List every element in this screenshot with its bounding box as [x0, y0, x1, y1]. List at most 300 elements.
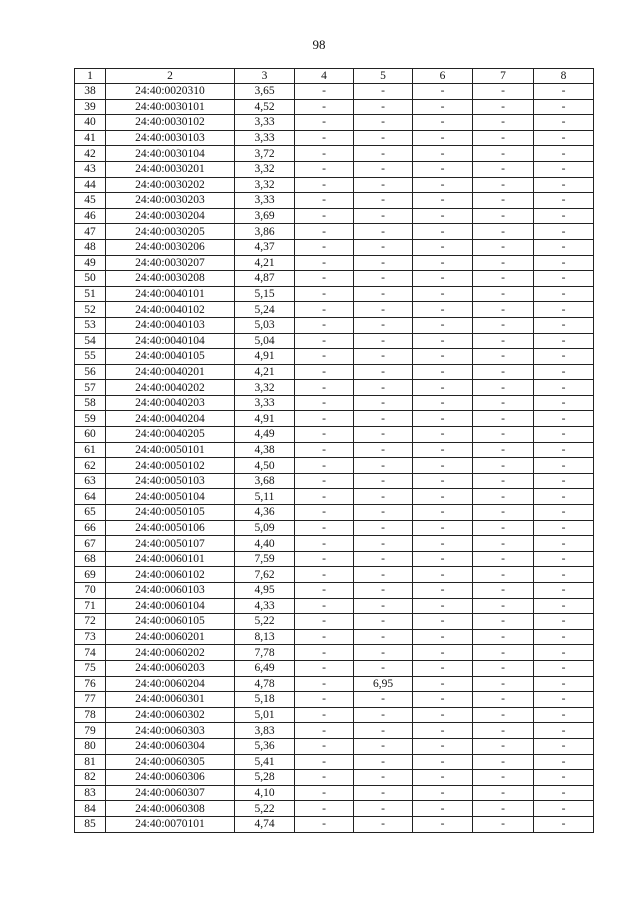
- table-cell: 78: [75, 707, 106, 723]
- table-cell: 5,22: [235, 614, 295, 630]
- table-cell: 63: [75, 473, 106, 489]
- table-row: [75, 505, 594, 521]
- table-cell: -: [295, 723, 354, 739]
- table-cell: -: [354, 317, 413, 333]
- table-cell: -: [354, 427, 413, 443]
- table-cell: 24:40:0050104: [106, 489, 235, 505]
- table-cell: -: [295, 208, 354, 224]
- table-cell: 3,32: [235, 380, 295, 396]
- table-cell: -: [473, 146, 534, 162]
- table-cell: 48: [75, 239, 106, 255]
- table-cell: -: [534, 583, 594, 599]
- table-cell: -: [295, 333, 354, 349]
- table-cell: -: [473, 785, 534, 801]
- table-cell: -: [295, 629, 354, 645]
- table-cell: 4,78: [235, 676, 295, 692]
- table-row: [75, 146, 594, 162]
- table-cell: -: [473, 473, 534, 489]
- table-cell: -: [354, 536, 413, 552]
- table-row: [75, 629, 594, 645]
- table-cell: -: [295, 255, 354, 271]
- table-row: [75, 660, 594, 676]
- table-cell: -: [534, 458, 594, 474]
- table-cell: -: [413, 364, 473, 380]
- table-row: [75, 333, 594, 349]
- table-cell: 59: [75, 411, 106, 427]
- table-cell: -: [534, 130, 594, 146]
- table-cell: -: [413, 551, 473, 567]
- table-cell: -: [413, 785, 473, 801]
- table-cell: 24:40:0060105: [106, 614, 235, 630]
- table-cell: -: [534, 286, 594, 302]
- table-cell: -: [413, 816, 473, 832]
- table-cell: -: [413, 99, 473, 115]
- table-cell: -: [413, 193, 473, 209]
- table-cell: -: [413, 349, 473, 365]
- table-cell: 81: [75, 754, 106, 770]
- table-cell: -: [354, 286, 413, 302]
- table-row: [75, 536, 594, 552]
- table-cell: 5,36: [235, 738, 295, 754]
- table-cell: 47: [75, 224, 106, 240]
- table-row: [75, 676, 594, 692]
- table-cell: 24:40:0060303: [106, 723, 235, 739]
- table-cell: 67: [75, 536, 106, 552]
- table-cell: -: [534, 801, 594, 817]
- table-cell: -: [413, 676, 473, 692]
- table-cell: 60: [75, 427, 106, 443]
- table-cell: 4,10: [235, 785, 295, 801]
- table-cell: -: [534, 380, 594, 396]
- table-cell: -: [473, 505, 534, 521]
- table-cell: 24:40:0030208: [106, 271, 235, 287]
- table-cell: -: [295, 317, 354, 333]
- table-cell: -: [295, 645, 354, 661]
- table-cell: -: [354, 255, 413, 271]
- table-cell: -: [534, 115, 594, 131]
- table-cell: 4,95: [235, 583, 295, 599]
- table-cell: 76: [75, 676, 106, 692]
- table-cell: -: [354, 660, 413, 676]
- table-cell: -: [534, 427, 594, 443]
- table-cell: 4,87: [235, 271, 295, 287]
- table-cell: -: [534, 505, 594, 521]
- table-row: [75, 239, 594, 255]
- table-cell: -: [534, 723, 594, 739]
- table-cell: 24:40:0060302: [106, 707, 235, 723]
- table-cell: 4,33: [235, 598, 295, 614]
- table-cell: -: [354, 349, 413, 365]
- table-cell: -: [295, 785, 354, 801]
- table-cell: -: [473, 754, 534, 770]
- table-cell: 84: [75, 801, 106, 817]
- table-cell: 24:40:0030202: [106, 177, 235, 193]
- table-cell: 6,49: [235, 660, 295, 676]
- table-cell: 8,13: [235, 629, 295, 645]
- table-cell: 4,49: [235, 427, 295, 443]
- table-cell: -: [295, 395, 354, 411]
- table-cell: -: [534, 520, 594, 536]
- table-cell: -: [354, 193, 413, 209]
- table-cell: -: [473, 551, 534, 567]
- table-cell: -: [354, 99, 413, 115]
- table-cell: -: [295, 99, 354, 115]
- table-cell: -: [473, 520, 534, 536]
- table-cell: -: [354, 224, 413, 240]
- table-cell: -: [295, 754, 354, 770]
- table-cell: 24:40:0060204: [106, 676, 235, 692]
- table-cell: -: [413, 520, 473, 536]
- table-row: [75, 130, 594, 146]
- table-cell: 24:40:0030103: [106, 130, 235, 146]
- table-cell: -: [473, 536, 534, 552]
- table-cell: -: [413, 505, 473, 521]
- table-row: [75, 271, 594, 287]
- table-cell: -: [295, 239, 354, 255]
- table-cell: -: [473, 567, 534, 583]
- table-row: [75, 473, 594, 489]
- table-cell: -: [534, 333, 594, 349]
- table-cell: -: [473, 193, 534, 209]
- table-cell: -: [295, 380, 354, 396]
- table-cell: -: [413, 567, 473, 583]
- table-cell: -: [473, 801, 534, 817]
- table-cell: 24:40:0060203: [106, 660, 235, 676]
- table-cell: -: [413, 411, 473, 427]
- table-cell: -: [295, 177, 354, 193]
- table-cell: -: [354, 614, 413, 630]
- table-cell: -: [295, 224, 354, 240]
- table-cell: 5,03: [235, 317, 295, 333]
- table-cell: 4,52: [235, 99, 295, 115]
- table-cell: 80: [75, 738, 106, 754]
- table-cell: 3,33: [235, 115, 295, 131]
- table-cell: -: [413, 161, 473, 177]
- table-row: [75, 738, 594, 754]
- table-cell: -: [534, 84, 594, 100]
- table-cell: -: [473, 286, 534, 302]
- table-cell: -: [354, 707, 413, 723]
- table-cell: -: [534, 614, 594, 630]
- table-cell: 3,33: [235, 130, 295, 146]
- table-cell: -: [354, 598, 413, 614]
- table-cell: -: [295, 193, 354, 209]
- table-row: [75, 520, 594, 536]
- table-cell: 73: [75, 629, 106, 645]
- table-cell: -: [473, 614, 534, 630]
- table-cell: -: [473, 177, 534, 193]
- table-cell: 43: [75, 161, 106, 177]
- table-cell: 51: [75, 286, 106, 302]
- table-cell: 56: [75, 364, 106, 380]
- table-cell: 5,01: [235, 707, 295, 723]
- table-cell: 24:40:0030102: [106, 115, 235, 131]
- table-cell: 85: [75, 816, 106, 832]
- table-row: [75, 302, 594, 318]
- table-cell: -: [473, 411, 534, 427]
- table-cell: 42: [75, 146, 106, 162]
- table-cell: -: [413, 224, 473, 240]
- table-cell: -: [534, 598, 594, 614]
- table-cell: 24:40:0030104: [106, 146, 235, 162]
- table-cell: -: [354, 770, 413, 786]
- table-row: [75, 255, 594, 271]
- table-cell: 24:40:0030204: [106, 208, 235, 224]
- table-cell: -: [354, 115, 413, 131]
- table-row: [75, 692, 594, 708]
- table-cell: -: [413, 239, 473, 255]
- table-cell: -: [295, 349, 354, 365]
- table-cell: 82: [75, 770, 106, 786]
- table-row: [75, 84, 594, 100]
- table-cell: -: [473, 427, 534, 443]
- table-cell: -: [354, 551, 413, 567]
- table-cell: -: [413, 738, 473, 754]
- page-number: 98: [312, 37, 326, 52]
- table-cell: 40: [75, 115, 106, 131]
- table-cell: -: [413, 427, 473, 443]
- table-cell: 24:40:0040101: [106, 286, 235, 302]
- table-cell: -: [354, 442, 413, 458]
- table-row: [75, 489, 594, 505]
- table-cell: 24:40:0030101: [106, 99, 235, 115]
- table-cell: -: [413, 302, 473, 318]
- table-cell: -: [534, 224, 594, 240]
- table-row: [75, 380, 594, 396]
- table-cell: -: [413, 801, 473, 817]
- table-cell: 24:40:0020310: [106, 84, 235, 100]
- table-cell: -: [534, 208, 594, 224]
- table-cell: -: [354, 738, 413, 754]
- table-cell: 24:40:0040203: [106, 395, 235, 411]
- table-row: [75, 754, 594, 770]
- table-cell: -: [354, 364, 413, 380]
- table-cell: -: [473, 660, 534, 676]
- table-cell: -: [413, 645, 473, 661]
- table-cell: 24:40:0040202: [106, 380, 235, 396]
- table-header-row: [75, 69, 594, 84]
- table-cell: 24:40:0060103: [106, 583, 235, 599]
- table-cell: -: [473, 255, 534, 271]
- table-cell: -: [534, 551, 594, 567]
- table-cell: 4,91: [235, 411, 295, 427]
- table-cell: 24:40:0050107: [106, 536, 235, 552]
- table-cell: -: [295, 801, 354, 817]
- table-cell: -: [354, 801, 413, 817]
- table-cell: -: [295, 707, 354, 723]
- table-cell: -: [413, 380, 473, 396]
- table-cell: -: [534, 738, 594, 754]
- table-cell: 50: [75, 271, 106, 287]
- table-cell: 4,40: [235, 536, 295, 552]
- table-cell: -: [354, 177, 413, 193]
- table-cell: 3,32: [235, 161, 295, 177]
- table-cell: -: [473, 489, 534, 505]
- table-cell: -: [534, 567, 594, 583]
- table-cell: -: [534, 395, 594, 411]
- table-cell: -: [413, 115, 473, 131]
- table-cell: -: [354, 271, 413, 287]
- table-cell: 24:40:0050101: [106, 442, 235, 458]
- table-cell: -: [295, 458, 354, 474]
- table-cell: -: [534, 442, 594, 458]
- table-row: [75, 567, 594, 583]
- table-cell: -: [413, 146, 473, 162]
- table-cell: -: [473, 395, 534, 411]
- table-cell: -: [295, 364, 354, 380]
- table-cell: 75: [75, 660, 106, 676]
- table-cell: -: [473, 208, 534, 224]
- table-cell: 24:40:0030207: [106, 255, 235, 271]
- column-header: 7: [473, 69, 534, 84]
- table-cell: 3,68: [235, 473, 295, 489]
- table-cell: 58: [75, 395, 106, 411]
- table-cell: 83: [75, 785, 106, 801]
- table-cell: 46: [75, 208, 106, 224]
- table-cell: 4,21: [235, 364, 295, 380]
- table-cell: 24:40:0060305: [106, 754, 235, 770]
- table-cell: 77: [75, 692, 106, 708]
- table-cell: 70: [75, 583, 106, 599]
- table-cell: 24:40:0060304: [106, 738, 235, 754]
- table-cell: 4,38: [235, 442, 295, 458]
- table-cell: 24:40:0050103: [106, 473, 235, 489]
- table-cell: -: [354, 302, 413, 318]
- table-cell: 24:40:0060202: [106, 645, 235, 661]
- table-cell: -: [354, 458, 413, 474]
- table-cell: -: [413, 614, 473, 630]
- table-cell: -: [295, 770, 354, 786]
- table-cell: -: [534, 536, 594, 552]
- table-cell: 24:40:0060102: [106, 567, 235, 583]
- table-cell: 5,15: [235, 286, 295, 302]
- table-cell: -: [534, 645, 594, 661]
- table-cell: -: [473, 645, 534, 661]
- table-row: [75, 770, 594, 786]
- table-cell: -: [473, 161, 534, 177]
- table-cell: -: [473, 676, 534, 692]
- table-cell: -: [413, 130, 473, 146]
- table-cell: -: [473, 707, 534, 723]
- table-cell: -: [354, 785, 413, 801]
- table-cell: 3,32: [235, 177, 295, 193]
- table-row: [75, 349, 594, 365]
- table-row: [75, 816, 594, 832]
- table-cell: -: [354, 754, 413, 770]
- table-row: [75, 411, 594, 427]
- column-header: 1: [75, 69, 106, 84]
- table-cell: 5,04: [235, 333, 295, 349]
- table-cell: -: [534, 255, 594, 271]
- table-cell: 24:40:0060301: [106, 692, 235, 708]
- table-cell: 24:40:0030206: [106, 239, 235, 255]
- table-cell: -: [534, 785, 594, 801]
- column-header: 4: [295, 69, 354, 84]
- table-cell: 49: [75, 255, 106, 271]
- table-cell: -: [534, 271, 594, 287]
- table-cell: -: [473, 333, 534, 349]
- table-cell: -: [413, 442, 473, 458]
- table-cell: 24:40:0060101: [106, 551, 235, 567]
- table-cell: -: [354, 645, 413, 661]
- table-cell: -: [473, 692, 534, 708]
- table-cell: -: [473, 583, 534, 599]
- table-cell: -: [534, 629, 594, 645]
- table-cell: -: [413, 707, 473, 723]
- table-cell: -: [354, 489, 413, 505]
- table-cell: 71: [75, 598, 106, 614]
- table-row: [75, 99, 594, 115]
- table-cell: -: [413, 177, 473, 193]
- table-cell: -: [295, 660, 354, 676]
- table-cell: 53: [75, 317, 106, 333]
- table-cell: -: [473, 770, 534, 786]
- table-row: [75, 598, 594, 614]
- table-cell: -: [534, 146, 594, 162]
- table-cell: 24:40:0060307: [106, 785, 235, 801]
- table-cell: -: [534, 317, 594, 333]
- table-cell: 3,33: [235, 193, 295, 209]
- table-cell: -: [354, 146, 413, 162]
- table-cell: -: [354, 411, 413, 427]
- table-cell: -: [354, 816, 413, 832]
- table-cell: -: [354, 161, 413, 177]
- table-cell: -: [354, 239, 413, 255]
- data-table: [74, 68, 594, 833]
- table-row: [75, 177, 594, 193]
- table-cell: 64: [75, 489, 106, 505]
- table-cell: -: [413, 583, 473, 599]
- table-cell: -: [295, 816, 354, 832]
- table-cell: -: [473, 629, 534, 645]
- table-cell: -: [354, 130, 413, 146]
- table-cell: -: [295, 692, 354, 708]
- table-row: [75, 364, 594, 380]
- table-cell: -: [295, 598, 354, 614]
- table-cell: 4,21: [235, 255, 295, 271]
- table-row: [75, 583, 594, 599]
- table-cell: 24:40:0030201: [106, 161, 235, 177]
- table-row: [75, 115, 594, 131]
- table-cell: 24:40:0040105: [106, 349, 235, 365]
- table-cell: 24:40:0030205: [106, 224, 235, 240]
- table-cell: 61: [75, 442, 106, 458]
- table-cell: 5,11: [235, 489, 295, 505]
- table-cell: -: [354, 520, 413, 536]
- table-row: [75, 161, 594, 177]
- table-cell: -: [413, 317, 473, 333]
- table-cell: -: [473, 224, 534, 240]
- table-cell: 3,72: [235, 146, 295, 162]
- table-cell: 24:40:0030203: [106, 193, 235, 209]
- table-cell: 24:40:0060104: [106, 598, 235, 614]
- table-cell: -: [473, 738, 534, 754]
- table-cell: -: [295, 473, 354, 489]
- table-cell: 24:40:0060308: [106, 801, 235, 817]
- table-cell: -: [295, 676, 354, 692]
- table-cell: 24:40:0040204: [106, 411, 235, 427]
- table-row: [75, 395, 594, 411]
- table-row: [75, 224, 594, 240]
- table-cell: -: [295, 489, 354, 505]
- table-cell: 24:40:0050105: [106, 505, 235, 521]
- table-row: [75, 707, 594, 723]
- table-cell: -: [295, 520, 354, 536]
- table-cell: -: [413, 692, 473, 708]
- table-cell: 72: [75, 614, 106, 630]
- column-header: 6: [413, 69, 473, 84]
- table-cell: 79: [75, 723, 106, 739]
